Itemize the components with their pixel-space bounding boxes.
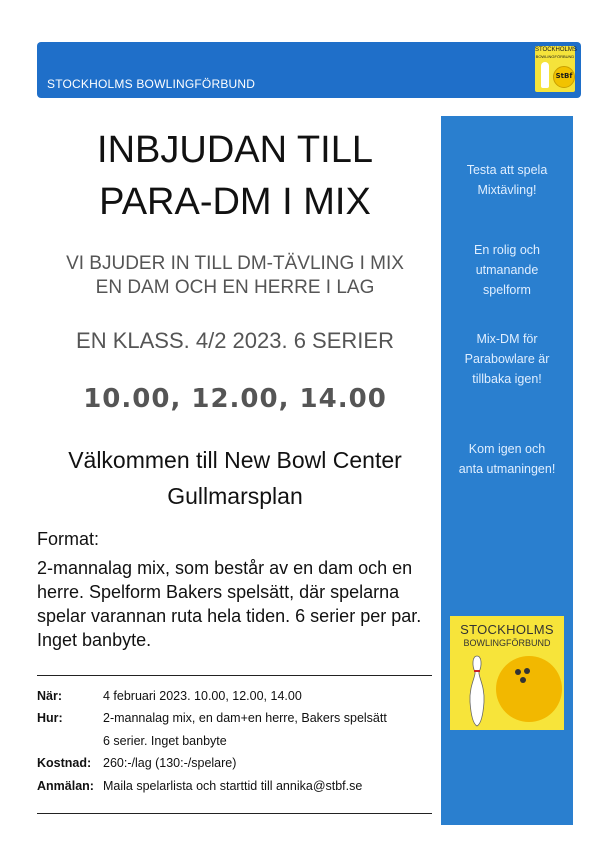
logo-large-line2: BOWLINGFÖRBUND bbox=[463, 638, 551, 648]
format-heading: Format: bbox=[37, 529, 100, 549]
title-line-1: INBJUDAN TILL bbox=[97, 129, 373, 171]
sidebar-blurb-1: Testa att spela Mixtävling! bbox=[466, 163, 548, 197]
subtitle-line-2: EN DAM OCH EN HERRE I LAG bbox=[95, 277, 375, 298]
sidebar-blurb-4: Kom igen och anta utmaningen! bbox=[458, 442, 556, 476]
info-value: 2-mannalag mix, en dam+en herre, Bakers spelsätt bbox=[103, 711, 387, 725]
info-value: Maila spelarlista och starttid till annika@stbf.se bbox=[103, 779, 363, 793]
sidebar-blurb-2: En rolig och utmanande spelform bbox=[473, 243, 540, 297]
welcome-line-1: Välkommen till New Bowl Center bbox=[68, 447, 402, 473]
info-key: När: bbox=[37, 689, 63, 703]
organization-name: STOCKHOLMS BOWLINGFÖRBUND bbox=[47, 77, 256, 91]
sidebar-panel bbox=[441, 116, 573, 825]
welcome-text bbox=[40, 442, 430, 514]
info-value: 6 serier. Inget banbyte bbox=[103, 734, 227, 748]
title-line-2: PARA-DM I MIX bbox=[99, 181, 371, 223]
bowling-ball-icon bbox=[496, 656, 562, 722]
info-key: Hur: bbox=[37, 711, 63, 725]
divider-bottom bbox=[37, 813, 432, 814]
logo-small-ball-text: StBf bbox=[555, 72, 573, 80]
logo-small-line2: BOWLINGFÖRBUND bbox=[535, 54, 575, 59]
sidebar-blurb-3: Mix-DM för Parabowlare är tillbaka igen! bbox=[464, 332, 550, 386]
info-value: 4 februari 2023. 10.00, 12.00, 14.00 bbox=[103, 689, 302, 703]
info-key: Kostnad: bbox=[37, 756, 92, 770]
bowling-pin-icon bbox=[466, 654, 488, 728]
stbf-logo-small bbox=[535, 46, 575, 92]
class-info: EN KLASS. 4/2 2023. 6 SERIER bbox=[76, 328, 394, 353]
stbf-logo-large bbox=[450, 616, 564, 730]
welcome-line-2: Gullmarsplan bbox=[167, 483, 303, 509]
logo-small-line1: STOCKHOLMS bbox=[535, 47, 577, 53]
bowling-pin-icon bbox=[541, 62, 549, 88]
invitation-subtitle bbox=[40, 252, 430, 300]
invitation-title bbox=[40, 124, 430, 228]
format-description: 2-mannalag mix, som består av en dam och en herre. Spelform Bakers spelsätt, där spelarna spelar varannan ruta hela tiden. 6 serier per par. Inget banbyte. bbox=[37, 558, 422, 650]
info-value: 260:-/lag (130:-/spelare) bbox=[103, 756, 237, 770]
subtitle-line-1: VI BJUDER IN TILL DM-TÄVLING I MIX bbox=[66, 253, 404, 274]
start-times: 10.00, 12.00, 14.00 bbox=[83, 384, 387, 414]
info-key: Anmälan: bbox=[37, 779, 94, 793]
header-banner bbox=[37, 42, 581, 98]
logo-large-line1: STOCKHOLMS bbox=[460, 622, 554, 637]
bowling-ball-icon bbox=[553, 66, 575, 88]
divider-top bbox=[37, 675, 432, 676]
